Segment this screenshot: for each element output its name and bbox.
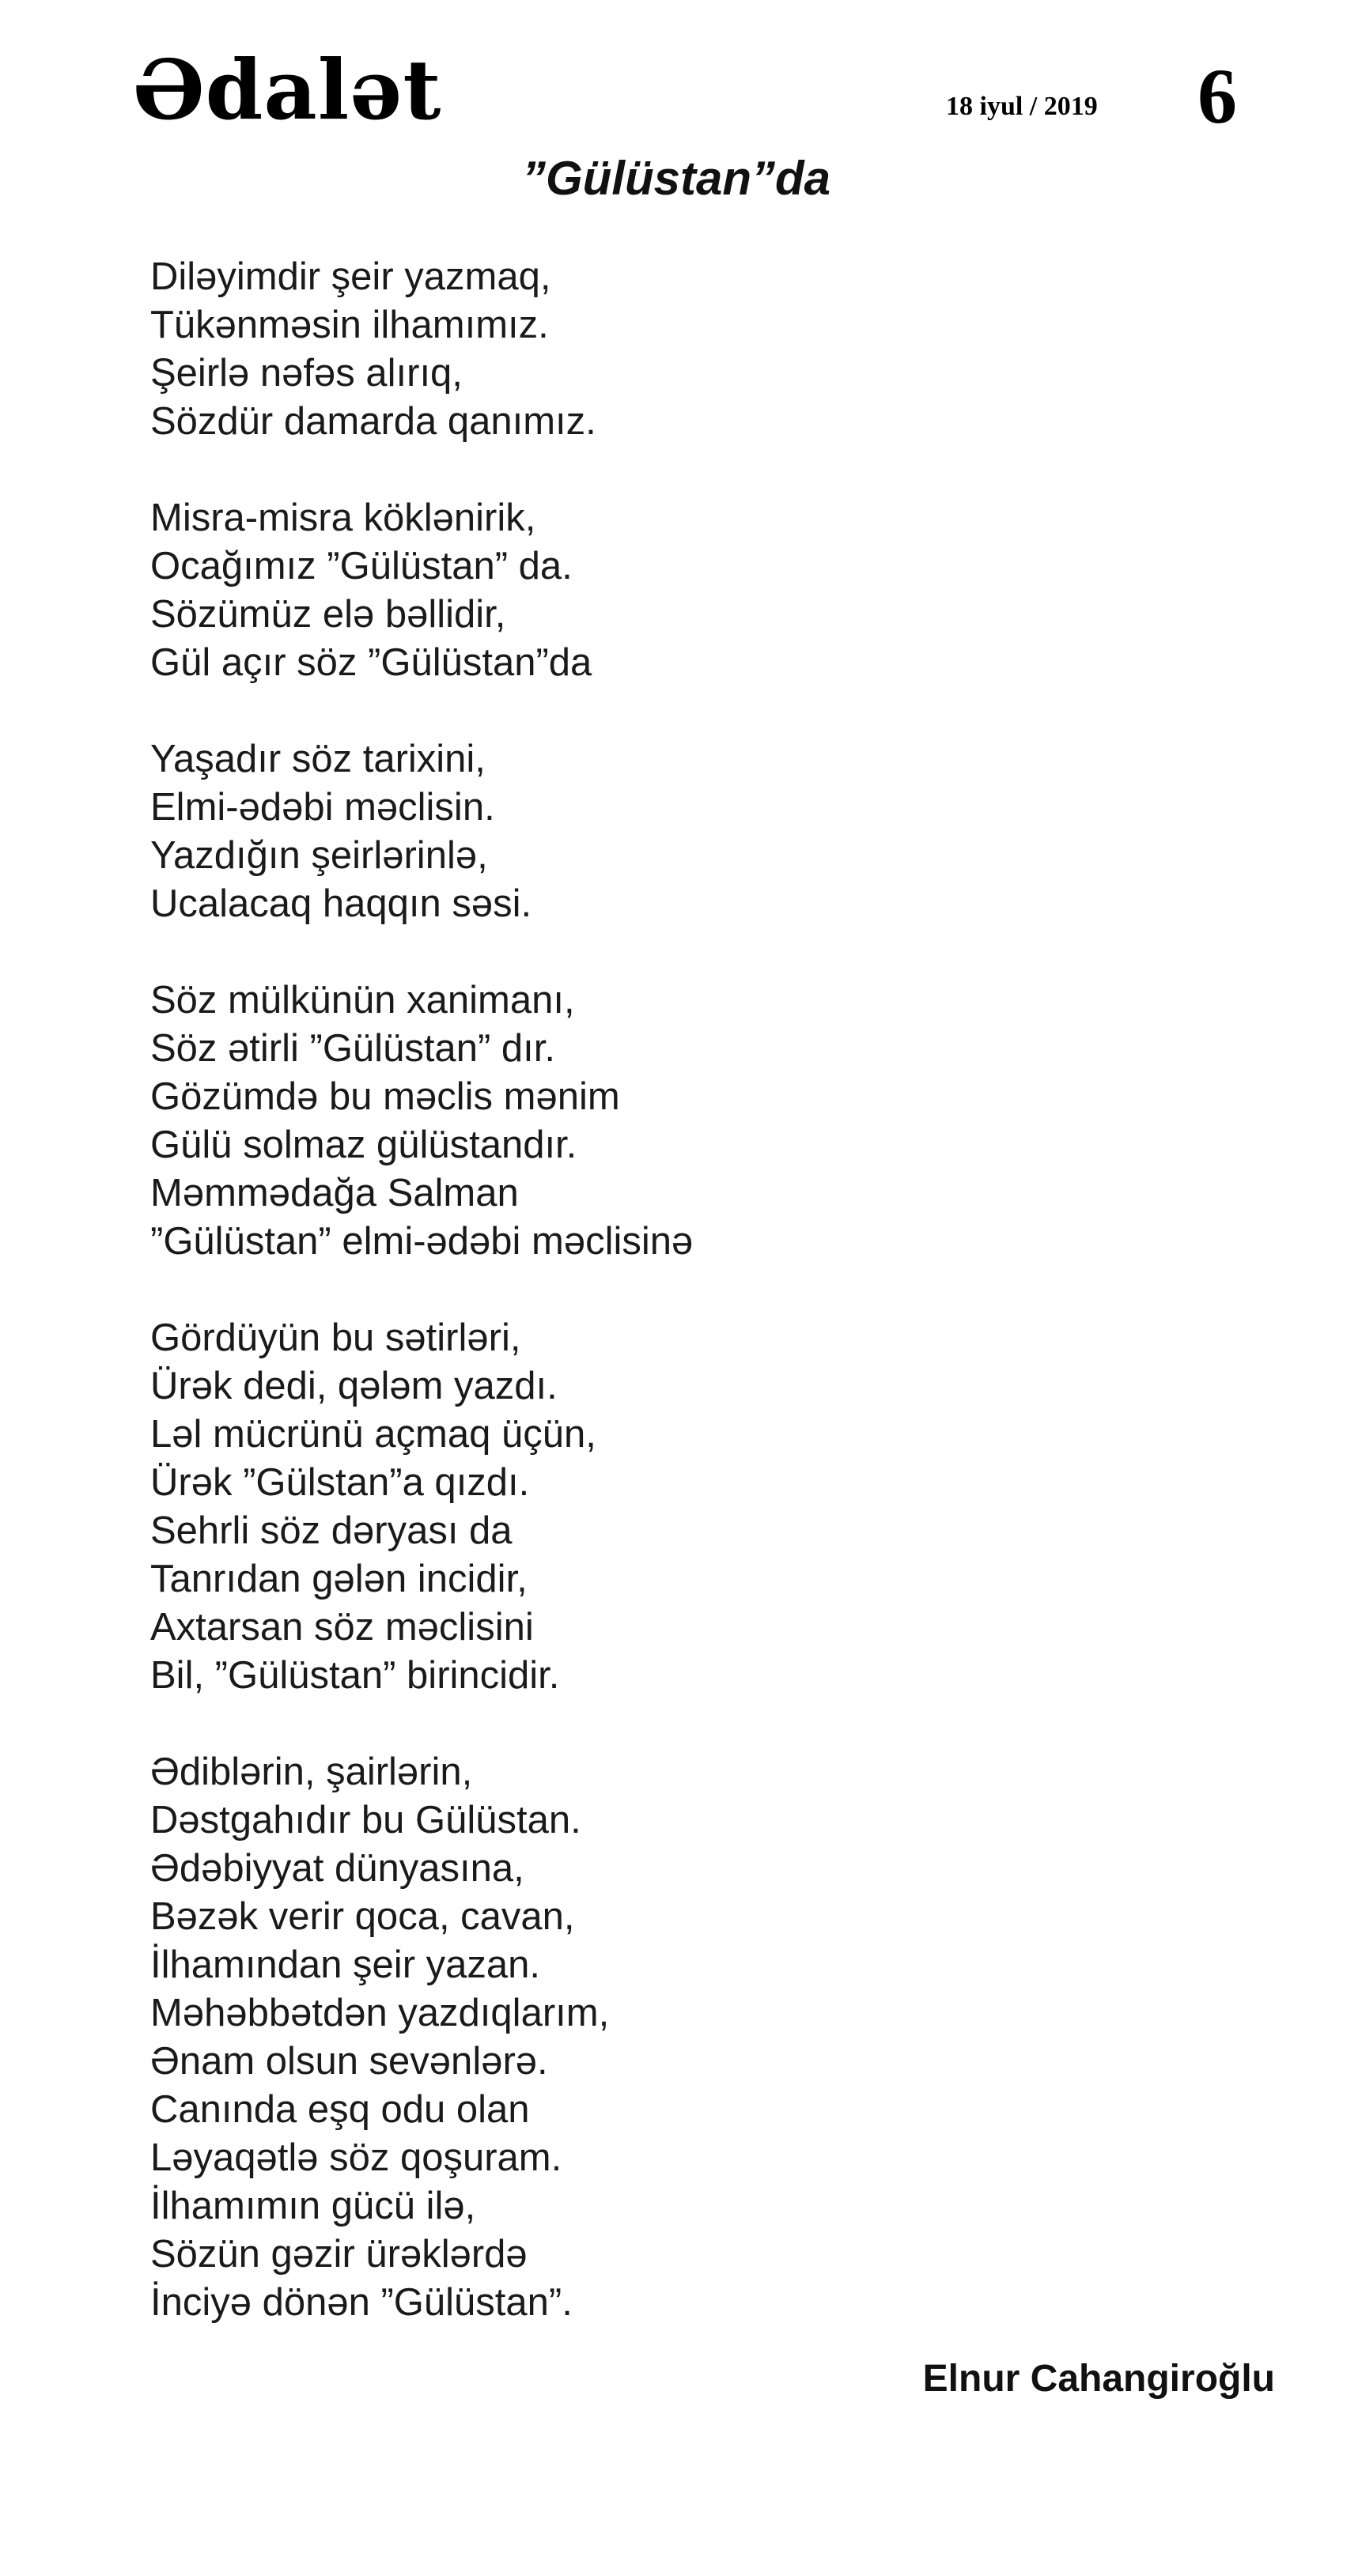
poem-line: Ənam olsun sevənlərə. <box>150 2040 548 2083</box>
poem-line: Ləl mücrünü açmaq üçün, <box>150 1413 596 1456</box>
poem-line: Məmmədağa Salman <box>150 1172 519 1214</box>
poem-line: Ləyaqətlə söz qoşuram. <box>150 2136 562 2179</box>
poem-line: Gülü solmaz gülüstandır. <box>150 1124 577 1166</box>
poem-line: Ədiblərin, şairlərin, <box>150 1751 473 1793</box>
poem-line: Axtarsan söz məclisini <box>150 1606 534 1649</box>
stanza <box>150 1314 1179 1700</box>
poem-line: Yaşadır söz tarixini, <box>150 738 486 780</box>
page-number: 6 <box>1197 52 1237 140</box>
poem-line: Söz ətirli ”Gülüstan” dır. <box>150 1027 555 1070</box>
poem-line: Ucalacaq haqqın səsi. <box>150 882 532 925</box>
poem-line: Sözün gəzir ürəklərdə <box>150 2233 528 2276</box>
poem-line: Elmi-ədəbi məclisin. <box>150 786 495 829</box>
poem-line: Ürək ”Gülstan”a qızdı. <box>150 1461 530 1504</box>
poem-line: Yazdığın şeirlərinlə, <box>150 834 488 877</box>
poem-line: Ürək dedi, qələm yazdı. <box>150 1365 558 1407</box>
poem-line: Dəstgahıdır bu Gülüstan. <box>150 1799 581 1841</box>
poem-line: Sözümüz elə bəllidir, <box>150 593 506 636</box>
poem-line: Diləyimdir şeir yazmaq, <box>150 255 551 298</box>
poem-line: Canında eşq odu olan <box>150 2088 530 2131</box>
issue-date: 18 iyul / 2019 <box>946 92 1098 121</box>
poem-line: Gözümdə bu məclis mənim <box>150 1075 620 1118</box>
stanza <box>150 735 1179 928</box>
poem-title: ”Gülüstan”da <box>522 152 831 205</box>
stanza <box>150 976 1179 1266</box>
poem-line: Gül açır söz ”Gülüstan”da <box>150 641 592 684</box>
poem-line: Bəzək verir qoca, cavan, <box>150 1895 575 1938</box>
poem-line: Ədəbiyyat dünyasına, <box>150 1847 524 1890</box>
author-signature: Elnur Cahangiroğlu <box>922 2358 1275 2400</box>
poem-line: Tanrıdan gələn incidir, <box>150 1558 528 1600</box>
masthead: Ədalət <box>133 41 442 138</box>
poem-body <box>150 253 1179 2375</box>
poem-line: Sözdür damarda qanımız. <box>150 400 596 443</box>
poem-line: Şeirlə nəfəs alırıq, <box>150 352 463 395</box>
poem-line: Söz mülkünün xanimanı, <box>150 979 575 1022</box>
poem-line: Misra-misra köklənirik, <box>150 497 536 539</box>
poem-line: ”Gülüstan” elmi-ədəbi məclisinə <box>150 1220 694 1263</box>
poem-line: Sehrli söz dəryası da <box>150 1509 513 1552</box>
poem-line: İlhamından şeir yazan. <box>150 1943 540 1986</box>
poem-line: İnciyə dönən ”Gülüstan”. <box>150 2281 573 2324</box>
stanza <box>150 494 1179 687</box>
stanza <box>150 253 1179 446</box>
stanza <box>150 1748 1179 2327</box>
poem-line: Bil, ”Gülüstan” birincidir. <box>150 1654 560 1697</box>
poem-line: Ocağımız ”Gülüstan” da. <box>150 545 573 587</box>
poem-line: Gördüyün bu sətirləri, <box>150 1316 521 1359</box>
poem-line: Məhəbbətdən yazdıqlarım, <box>150 1992 610 2034</box>
poem-line: İlhamımın gücü ilə, <box>150 2185 476 2227</box>
poem-line: Tükənməsin ilhamımız. <box>150 304 549 346</box>
